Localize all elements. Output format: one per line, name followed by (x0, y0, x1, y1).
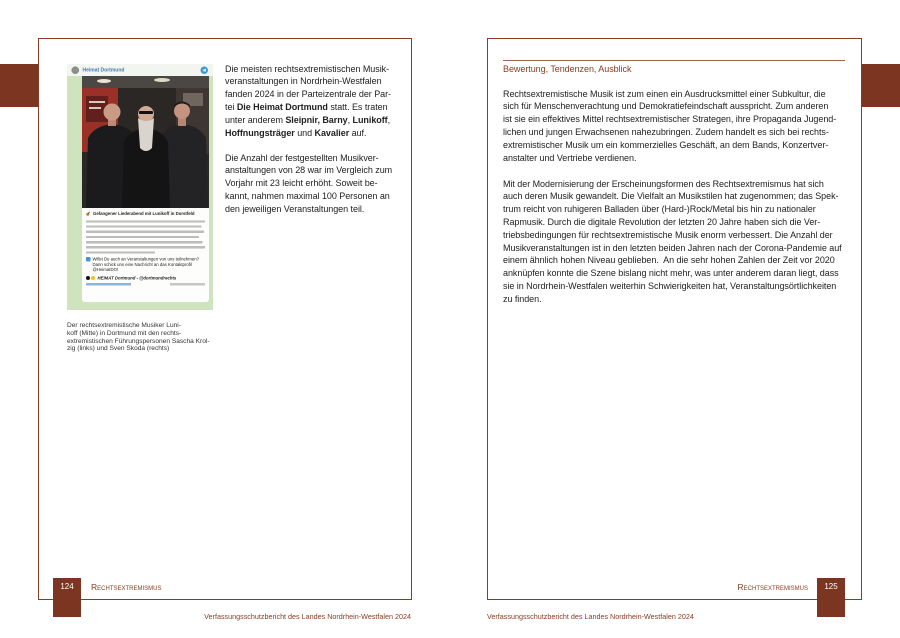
text-line (225, 164, 392, 177)
post-meta-row (86, 283, 205, 285)
text-line (503, 88, 836, 101)
text-run: Rechtsextremistische Musik ist zum einen ein Ausdrucksmittel einer Subkultur, die (503, 88, 826, 99)
text-line (225, 177, 392, 190)
left-edge-tab (0, 64, 38, 107)
page-number: 124 (53, 578, 81, 617)
text-run: sich für Menschenverachtung und Demokratiefeindschaft ausspricht. Zum anderen (503, 101, 829, 112)
post-body (86, 220, 205, 253)
page-footer: Verfassungsschutzbericht des Landes Nordrhein-Westfalen 2024 (204, 611, 411, 621)
page-footer: Verfassungsschutzbericht des Landes Nordrhein-Westfalen 2024 (487, 611, 694, 621)
text-run: , (387, 114, 391, 125)
paragraph (503, 178, 842, 306)
text-line (67, 330, 210, 338)
arrow-right-icon (86, 257, 91, 262)
post-cta: Willst Du auch an Veranstaltungen von uns teilnehmen? Dann schick uns eine Nachricht an das Kontaktprofil @HeimatDO! (92, 256, 200, 273)
text-run: und (294, 127, 315, 138)
text-line (503, 203, 842, 216)
illegible-link (86, 283, 131, 285)
text-run: den jeweiligen Veranstaltungen teil. (225, 203, 365, 214)
text-run: triebsbedingungen für rechtsextremistische Musik enorm verbessert. Die Anzahl der (503, 229, 833, 240)
text-line (503, 178, 842, 191)
text-run: anstaltungen von 28 war im Vergleich zum (225, 165, 393, 176)
text-run: zig (links) und Sven Skoda (rechts) (67, 345, 170, 353)
bold-term: Sleipnir, Barny (285, 114, 348, 125)
text-line (225, 190, 392, 203)
section-label: Rechtsextremismus (737, 582, 808, 592)
text-run: veranstaltungen in Nordrhein-Westfalen (225, 76, 382, 87)
illegible-text-line (86, 231, 204, 233)
text-run: anstalter und Vertriebe verdienen. (503, 152, 637, 163)
illegible-text-line (86, 236, 199, 238)
event-photo (82, 76, 209, 208)
heading-rule (503, 60, 845, 61)
text-line (503, 100, 836, 113)
text-line (225, 127, 391, 140)
text-run: sie in Nordrhein-Westfalen weiterhin Schwierigkeiten hat, Veranstaltungsörtlichkeiten (503, 280, 837, 291)
text-line (503, 190, 842, 203)
text-run: , (347, 114, 353, 125)
text-line (503, 242, 842, 255)
post-card (82, 208, 209, 302)
section-heading: Bewertung, Tendenzen, Ausblick (503, 63, 632, 74)
illegible-timestamp (170, 283, 205, 285)
text-run: auch deren Musik gewandelt. Die Vielfalt an Musikstilen hat zugenommen; das Spek- (503, 191, 839, 202)
text-line (225, 63, 391, 76)
text-run: Der rechtsextremistische Musiker Luni- (67, 322, 181, 329)
illegible-text-line (86, 225, 201, 227)
yellow-circle-icon (91, 276, 95, 280)
text-run: Die Anzahl der festgestellten Musikver- (225, 152, 379, 163)
text-run: anknüpfen konnte die Szene bislang nicht mehr, was unter anderem daran liegt, dass (503, 268, 839, 279)
channel-header (67, 64, 213, 76)
post-signature: HEIMAT Dortmund - @dortmundrechts (97, 275, 177, 281)
text-run: kannt, nahmen maximal 100 Personen an (225, 190, 390, 201)
figure-telegram-screenshot (67, 64, 213, 310)
text-run: extremistischen Führungspersonen Sascha Krol- (67, 337, 210, 345)
text-run: Vorjahr mit 23 leicht erhöht. Soweit be- (225, 178, 378, 189)
text-run: Mit der Modernisierung der Erscheinungsformen des Rechtsextremismus hat sich (503, 178, 824, 189)
text-line (503, 229, 842, 242)
text-run: statt. Es traten (327, 101, 388, 112)
ceiling-light (97, 79, 111, 83)
text-line (225, 75, 391, 88)
text-line (225, 101, 391, 114)
text-run: extremistischer Musik um ein kommerzielles Geschäft, an dem Bands, Konzertver- (503, 139, 829, 150)
bold-term: Kavalier (314, 127, 350, 138)
text-run: unter anderem (225, 114, 286, 125)
channel-avatar (72, 66, 80, 74)
text-run: auf. (349, 127, 367, 138)
page-number: 125 (817, 578, 845, 617)
right-edge-tab (861, 64, 900, 107)
poster-detail (89, 107, 101, 109)
text-line (503, 126, 836, 139)
text-line (225, 88, 391, 101)
text-run: zu finden. (503, 293, 542, 304)
telegram-plane-icon (201, 66, 209, 74)
ceiling-light (154, 78, 170, 82)
text-line (67, 322, 210, 330)
text-run: fanden 2024 in der Parteizentrale der Par- (225, 89, 392, 100)
text-run: ist sie ein effektives Mittel rechtsextremistischer Strategen, ihre Propaganda Jugend- (503, 114, 837, 125)
channel-name: Heimat Dortmund (82, 67, 125, 73)
text-line (503, 280, 842, 293)
text-run: Musikveranstaltungen ist in den letzten beiden Jahren nach der Corona-Pandemie auf (503, 242, 842, 253)
text-line (503, 216, 842, 229)
text-run: einem ähnlich hohen Niveau geblieben. An die sehr hohen Zahlen der Zeit vor 2020 (503, 255, 835, 266)
text-run: tei (225, 101, 237, 112)
paragraph (225, 63, 391, 140)
poster-detail (89, 101, 105, 103)
paragraph (225, 152, 392, 216)
guitar-icon (86, 211, 91, 216)
text-line (67, 338, 210, 346)
text-line (503, 293, 842, 306)
text-line (225, 114, 391, 127)
text-run: Die meisten rechtsextremistischen Musik- (225, 63, 390, 74)
text-line (225, 203, 392, 216)
text-line (503, 152, 836, 165)
text-run: lichen und jungen Erwachsenen nahezubringen. Zudem handelt es sich bei rechts- (503, 126, 829, 137)
bold-term: Die Heimat Dortmund (236, 101, 328, 112)
text-run: trum reicht von ruhigeren Balladen über (Hard-)Rock/Metal bis hin zu nationaler (503, 204, 816, 215)
post-cta-row (86, 257, 205, 273)
post-title-row (86, 211, 205, 216)
text-line (503, 139, 836, 152)
black-circle-icon (86, 276, 90, 280)
text-line (503, 267, 842, 280)
illegible-text-line (86, 220, 205, 222)
text-line (503, 254, 842, 267)
text-run: Rapmusik. Durch die digitale Revolution der letzten 20 Jahre haben sich die Ver- (503, 216, 821, 227)
text-line (67, 345, 210, 353)
bold-term: Hoffnungsträger (225, 127, 295, 138)
section-label: Rechtsextremismus (91, 582, 162, 592)
text-run: koff (Mitte) in Dortmund mit den rechts- (67, 329, 182, 337)
post-title: Gefangener Liederabend mit Lunikoff in Dorstfeld (93, 211, 195, 216)
paragraph (503, 88, 836, 165)
text-line (225, 152, 392, 165)
illegible-text-line (86, 241, 203, 243)
post-signature-row (86, 275, 205, 280)
figure-caption (67, 322, 210, 353)
text-line (503, 113, 836, 126)
illegible-text-line (86, 246, 205, 248)
illegible-text-line (86, 251, 155, 253)
bold-term: Lunikoff (352, 114, 388, 125)
